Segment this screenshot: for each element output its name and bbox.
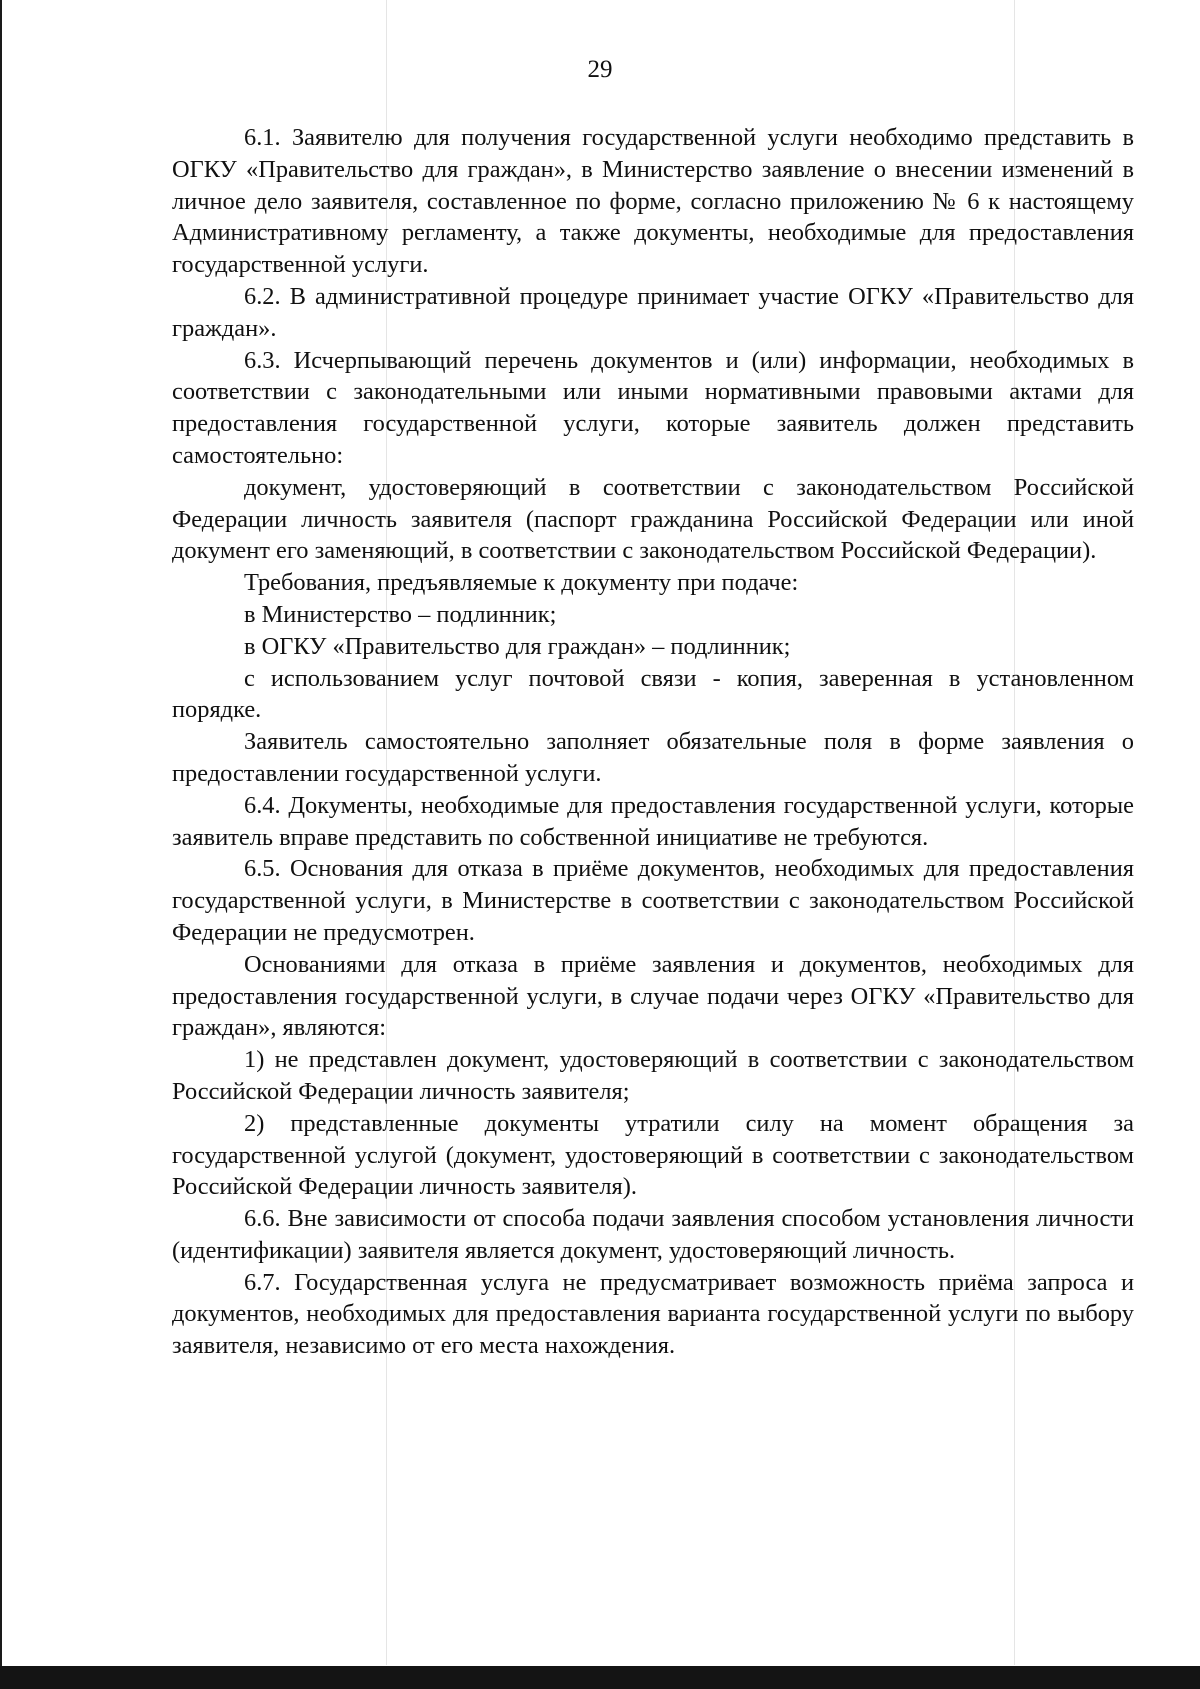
- scan-bottom-edge: [0, 1666, 1200, 1689]
- paragraph-6-4: 6.4. Документы, необходимые для предоставления государственной услуги, которые заявитель вправе представить по собственной инициативе не требуются.: [172, 791, 1134, 851]
- paragraph-6-2: 6.2. В административной процедуре принимает участие ОГКУ «Правительство для граждан».: [172, 282, 1134, 342]
- paragraph-6-5: 6.5. Основания для отказа в приёме документов, необходимых для предоставления государственной услуги, в Министерстве в соответствии с законодательством Российской Федерации не предусмотрен.: [172, 855, 1134, 946]
- paragraph-ground-1: 1) не представлен документ, удостоверяющий в соответствии с законодательством Российской Федерации личность заявителя;: [172, 1046, 1134, 1105]
- paragraph-postal-copy: с использованием услуг почтовой связи - копия, заверенная в установленном порядке.: [172, 664, 1134, 724]
- paragraph-ogku-original: в ОГКУ «Правительство для граждан» – подлинник;: [244, 632, 791, 660]
- paragraph-applicant-fills: Заявитель самостоятельно заполняет обязательные поля в форме заявления о предоставлении государственной услуги.: [172, 728, 1134, 787]
- paragraph-ground-2: 2) представленные документы утратили силу на момент обращения за государственной услугой (документ, удостоверяющий в соответствии с законодательством Российской Федерации личность заявителя).: [172, 1109, 1134, 1201]
- paragraph-document-identity: документ, удостоверяющий в соответствии с законодательством Российской Федерации личность заявителя (паспорт гражданина Российской Федерации или иной документ его заменяющий, в соответствии с законодательством Российской Федерации).: [172, 473, 1134, 565]
- paragraph-requirements: Требования, предъявляемые к документу при подаче:: [244, 569, 799, 597]
- paragraph-6-3: 6.3. Исчерпывающий перечень документов и (или) информации, необходимых в соответствии с законодательными или иными нормативными правовыми актами для предоставления государственной услуги, которые заявитель должен представить самостоятельно:: [172, 346, 1134, 469]
- document-body: [172, 122, 1134, 1362]
- paragraph-ministry-original: в Министерство – подлинник;: [244, 600, 557, 628]
- paragraph-6-6: 6.6. Вне зависимости от способа подачи заявления способом установления личности (идентификации) заявителя является документ, удостоверяющий личность.: [172, 1205, 1134, 1264]
- paragraph-refusal-grounds: Основаниями для отказа в приёме заявления и документов, необходимых для предоставления государственной услуги, в случае подачи через ОГКУ «Правительство для граждан», являются:: [172, 950, 1134, 1042]
- paragraph-6-1: 6.1. Заявителю для получения государственной услуги необходимо представить в ОГКУ «Правительство для граждан», в Министерство заявление о внесении изменений в личное дело заявителя, составленное по форме, согласно приложению № 6 к настоящему Административному регламенту, а также документы, необходимые для предоставления государственной услуги.: [172, 124, 1134, 279]
- page-number: 29: [587, 56, 613, 83]
- scan-left-edge: [0, 0, 2, 1689]
- paragraph-6-7: 6.7. Государственная услуга не предусматривает возможность приёма запроса и документов, необходимых для предоставления варианта государственной услуги по выбору заявителя, независимо от его места нахождения.: [172, 1268, 1134, 1360]
